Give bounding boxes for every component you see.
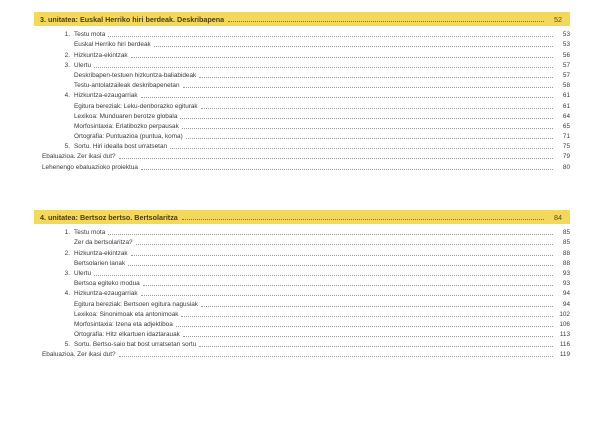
dot-leader	[199, 77, 553, 78]
dot-leader	[141, 295, 553, 296]
entry-page-number: 102	[559, 310, 570, 318]
toc-entry[interactable]	[34, 339, 570, 349]
dot-leader	[199, 346, 553, 347]
dot-leader	[94, 67, 553, 68]
toc-entry[interactable]	[34, 298, 570, 308]
dot-leader	[131, 57, 553, 58]
entry-label: Ortografia: Hitz elkartuen idaztarauak	[74, 331, 180, 339]
entry-label: Testu mota	[74, 229, 106, 237]
entry-number: 3.	[64, 269, 70, 277]
entry-page-number: 88	[562, 249, 570, 257]
entry-label: Morfosintaxia: Erlatibozko perpausak	[74, 122, 179, 130]
entry-label: Bertsoa egiteko modua	[74, 280, 140, 288]
entry-page-number: 56	[562, 51, 570, 59]
entry-label: Hizkuntza-ezaugarriak	[74, 92, 138, 100]
entry-label: Ortografia: Puntuazioa (puntua, koma)	[74, 133, 183, 141]
unit-4-page-number: 84	[554, 212, 562, 222]
toc-entry[interactable]	[34, 90, 570, 100]
toc-entry[interactable]	[34, 151, 570, 161]
dot-leader	[128, 265, 553, 266]
entry-page-number: 85	[562, 239, 570, 247]
toc-entry[interactable]	[34, 319, 570, 329]
entry-label: Ulertu	[74, 269, 92, 277]
entry-label: Deskribapen-testuen hizkuntza-baliabideak	[74, 71, 197, 79]
unit-3-section	[34, 12, 570, 172]
dot-leader	[119, 356, 553, 357]
entry-number: 2.	[64, 249, 70, 257]
unit-3-heading[interactable]	[34, 12, 570, 26]
entry-page-number: 79	[562, 153, 570, 161]
entry-number: 5.	[64, 341, 70, 349]
dot-leader	[201, 108, 553, 109]
entry-label: Hizkuntza-ekintzak	[74, 51, 128, 59]
toc-entry[interactable]	[34, 141, 570, 151]
entry-page-number: 106	[559, 320, 570, 328]
entry-page-number: 80	[562, 163, 570, 171]
entry-label: Hizkuntza-ezaugarriak	[74, 290, 138, 298]
entry-label: Ebaluazioa. Zer ikasi dut?	[42, 153, 116, 161]
unit-3-title: 3. unitatea: Euskal Herriko hiri berdeak. Deskribapena	[40, 14, 225, 24]
toc-entry[interactable]	[34, 80, 570, 90]
entry-page-number: 75	[562, 143, 570, 151]
entry-page-number: 57	[562, 61, 570, 69]
entry-label: Testu-antolatzaileak deskribapenetan	[74, 82, 180, 90]
dot-leader	[141, 169, 553, 170]
entry-label: Sortu. Bertso-saio bat bost urratsetan sortu	[74, 341, 197, 349]
unit-4-entries	[34, 227, 570, 359]
entry-label: Morfosintaxia: Izena eta adjektiboa	[74, 320, 173, 328]
toc-entry[interactable]	[34, 131, 570, 141]
entry-label: Sortu. Hiri idealla bost urratsetan	[74, 143, 168, 151]
entry-number: 2.	[64, 51, 70, 59]
toc-entry[interactable]	[34, 237, 570, 247]
entry-page-number: 64	[562, 112, 570, 120]
entry-label: Ebaluazioa. Zer ikasi dut?	[42, 351, 116, 359]
toc-entry[interactable]	[34, 268, 570, 278]
toc-entry[interactable]	[34, 39, 570, 49]
toc-entry[interactable]	[34, 288, 570, 298]
dot-leader	[119, 158, 553, 159]
entry-page-number: 58	[562, 82, 570, 90]
dot-leader	[108, 234, 553, 235]
entry-label: Lexikoa: Sinonimoak eta antonimoak	[74, 310, 179, 318]
toc-entry[interactable]	[34, 309, 570, 319]
entry-label: Egitura bereziak: Bertsoen egitura nagusiak	[74, 300, 198, 308]
entry-page-number: 119	[559, 351, 570, 359]
dot-leader	[176, 326, 553, 327]
entry-page-number: 71	[562, 133, 570, 141]
dot-leader	[181, 316, 553, 317]
entry-label: Bertsolarien lanak	[74, 259, 126, 267]
toc-entry[interactable]	[34, 60, 570, 70]
toc-entry[interactable]	[34, 227, 570, 237]
entry-label: Egitura bereziak: Leku-denborazko egiturak	[74, 102, 198, 110]
previous-page-edge	[0, 0, 600, 6]
entry-number: 5.	[64, 143, 70, 151]
unit-4-section	[34, 210, 570, 359]
entry-page-number: 53	[562, 31, 570, 39]
entry-label: Zer da bertsolaritza?	[74, 239, 133, 247]
dot-leader	[183, 336, 553, 337]
entry-page-number: 65	[562, 122, 570, 130]
unit-4-title: 4. unitatea: Bertsoz bertso. Bertsolaritza	[40, 212, 178, 222]
entry-page-number: 85	[562, 229, 570, 237]
toc-entry[interactable]	[34, 100, 570, 110]
toc-entry[interactable]	[34, 258, 570, 268]
entry-number: 1.	[64, 229, 70, 237]
entry-label: Lehenengo ebaluazioko proiektua	[42, 163, 138, 171]
entry-page-number: 94	[562, 290, 570, 298]
dot-leader	[183, 87, 553, 88]
dot-leader	[201, 306, 553, 307]
toc-entry[interactable]	[34, 247, 570, 257]
dot-leader	[131, 255, 553, 256]
entry-label: Euskal Herriko hiri berdeak	[74, 41, 151, 49]
dot-leader	[170, 148, 553, 149]
dot-leader	[186, 138, 553, 139]
unit-3-entries	[34, 29, 570, 172]
entry-page-number: 88	[562, 259, 570, 267]
dot-leader	[154, 46, 553, 47]
dot-leader	[228, 21, 544, 22]
entry-page-number: 94	[562, 300, 570, 308]
entry-label: Testu mota	[74, 31, 106, 39]
dot-leader	[136, 244, 553, 245]
entry-page-number: 61	[562, 102, 570, 110]
entry-number: 3.	[64, 61, 70, 69]
unit-3-page-number: 52	[554, 14, 562, 24]
entry-label: Ulertu	[74, 61, 92, 69]
entry-page-number: 61	[562, 92, 570, 100]
entry-page-number: 93	[562, 280, 570, 288]
dot-leader	[143, 285, 553, 286]
entry-page-number: 53	[562, 41, 570, 49]
dot-leader	[180, 118, 553, 119]
entry-number: 1.	[64, 31, 70, 39]
toc-entry[interactable]	[34, 121, 570, 131]
unit-4-heading[interactable]	[34, 210, 570, 224]
toc-entry[interactable]	[34, 29, 570, 39]
entry-page-number: 93	[562, 269, 570, 277]
entry-label: Hizkuntza-ekintzak	[74, 249, 128, 257]
entry-number: 4.	[64, 92, 70, 100]
toc-entry[interactable]	[34, 111, 570, 121]
entry-page-number: 57	[562, 71, 570, 79]
dot-leader	[108, 36, 553, 37]
toc-entry[interactable]	[34, 278, 570, 288]
toc-entry[interactable]	[34, 70, 570, 80]
entry-page-number: 116	[559, 341, 570, 349]
toc-entry[interactable]	[34, 349, 570, 359]
entry-label: Lexikoa: Munduaren berotze globala	[74, 112, 178, 120]
dot-leader	[94, 275, 553, 276]
entry-number: 4.	[64, 290, 70, 298]
dot-leader	[141, 97, 553, 98]
toc-entry[interactable]	[34, 49, 570, 59]
dot-leader	[182, 219, 544, 220]
dot-leader	[182, 128, 553, 129]
entry-page-number: 113	[559, 331, 570, 339]
toc-entry[interactable]	[34, 329, 570, 339]
toc-entry[interactable]	[34, 161, 570, 171]
